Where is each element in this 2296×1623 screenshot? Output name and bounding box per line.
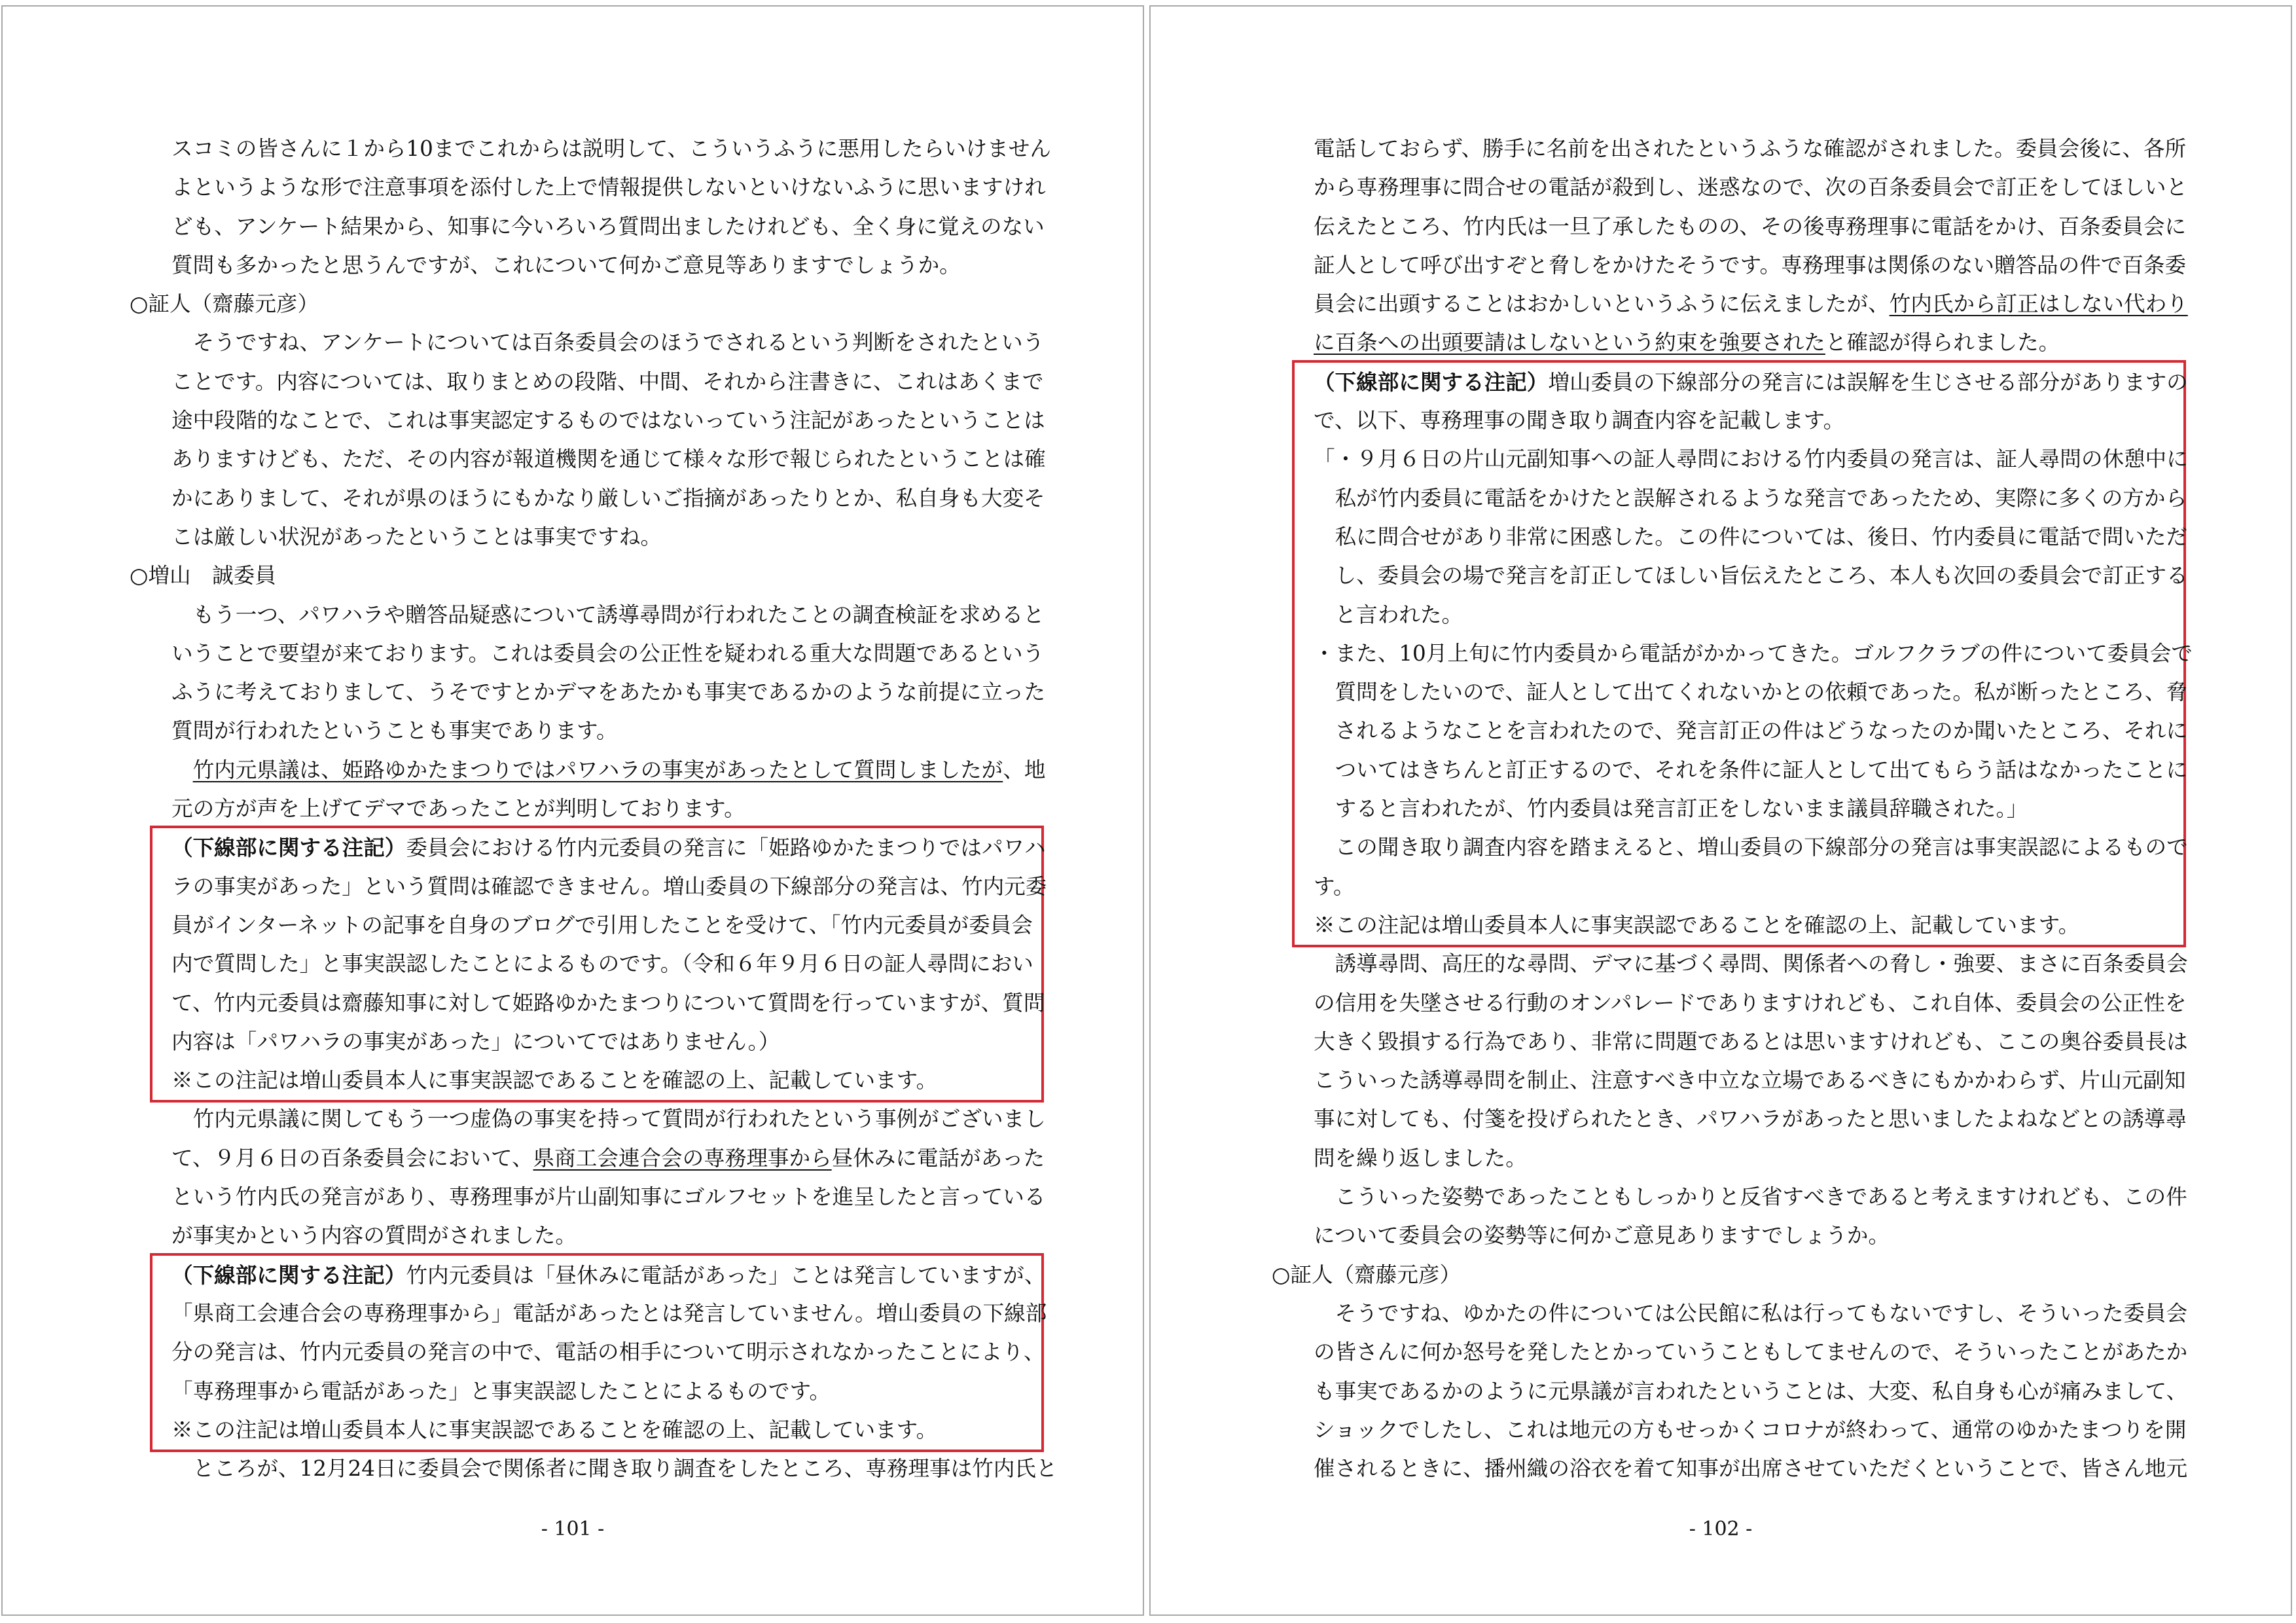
note-heading: （下線部に関する注記） — [1314, 369, 1549, 395]
text-line — [1314, 1450, 2188, 1488]
text-segment: て、９月６日の百条委員会において、 — [171, 1145, 533, 1171]
text-line — [1314, 556, 2188, 595]
text-line — [171, 1256, 1046, 1294]
page-body — [130, 130, 1058, 1488]
text-segment: ついてはきちんと訂正するので、それを条件に証人として出てもらう話はなかったことに — [1314, 757, 2188, 782]
page-102 — [1149, 5, 2292, 1616]
text-line — [171, 440, 1046, 479]
text-line — [171, 1139, 1045, 1178]
text-segment: 問を繰り返しました。 — [1314, 1145, 1527, 1171]
text-segment: ○証人（齋藤元彦） — [130, 291, 319, 317]
text-segment: と確認が得られました。 — [1825, 330, 2060, 356]
note-heading: （下線部に関する注記） — [171, 835, 406, 861]
text-line — [1314, 323, 2168, 362]
text-segment: 竹内元県議に関してもう一つ虚偽の事実を持って質問が行われたという事例がございまし — [171, 1106, 1046, 1132]
text-segment: 、地 — [1003, 757, 1046, 782]
underlined-text: に百条への出頭要請はしないという約束を強要された — [1314, 330, 1825, 356]
text-segment: こういった姿勢であったこともしっかりと反省すべきであると考えますけれども、この件 — [1314, 1184, 2187, 1210]
text-segment: 「専務理事から電話があった」と事実誤認したことによるものです。 — [171, 1378, 831, 1404]
text-segment: 誘導尋問、高圧的な尋問、デマに基づく尋問、関係者への脅し・強要、まさに百条委員会 — [1314, 951, 2188, 977]
text-segment: 「県商工会連合会の専務理事から」電話があったとは発言していません。増山委員の下線部 — [171, 1300, 1047, 1326]
text-segment: すると言われたが、竹内委員は発言訂正をしないまま議員辞職された。」 — [1314, 796, 2028, 822]
text-line — [1314, 634, 2193, 673]
speaker-label — [130, 285, 1026, 323]
text-line — [1314, 1411, 2187, 1450]
text-line — [1314, 984, 2187, 1023]
text-segment: 伝えたところ、竹内氏は一旦了承したものの、その後専務理事に電話をかけ、百条委員会に — [1314, 213, 2187, 239]
text-segment: そうですね、ゆかたの件については公民館に私は行ってもないですし、そういった委員会 — [1314, 1300, 2188, 1326]
text-line — [171, 363, 1044, 401]
text-line — [171, 945, 1033, 983]
text-line — [171, 984, 1045, 1023]
text-line — [130, 285, 1026, 323]
text-line — [1314, 285, 2188, 323]
underlined-text: 竹内氏から訂正はしない代わり — [1889, 291, 2188, 317]
page-body — [1272, 130, 2193, 1488]
text-segment: されるようなことを言われたので、発言訂正の件はどうなったのか聞いたところ、それに — [1314, 718, 2188, 744]
text-line — [1314, 130, 2187, 168]
text-line — [171, 751, 1046, 790]
text-line — [171, 208, 1045, 246]
text-segment — [171, 757, 193, 782]
text-line — [1314, 906, 2168, 945]
text-line — [171, 790, 1026, 828]
text-segment: 私が竹内委員に電話をかけたと誤解されるような発言であったため、実際に多くの方から — [1314, 485, 2187, 511]
text-segment: 電話しておらず、勝手に名前を出されたというふうな確認がされました。委員会後に、各所 — [1314, 136, 2187, 161]
annotation-note-box — [150, 826, 1047, 1103]
text-segment: ○増山 誠委員 — [130, 563, 276, 589]
text-line — [171, 1450, 1058, 1488]
text-segment: スコミの皆さんに１から10までこれからは説明して、こういうふうに悪用したらいけません — [171, 136, 1051, 161]
text-line — [171, 246, 1026, 285]
text-line — [1314, 751, 2188, 790]
text-segment: こういった誘導尋問を制止、注意すべき中立な立場であるべきにもかかわらず、片山元副知 — [1314, 1068, 2186, 1093]
text-segment: の信用を失墜させる行動のオンパレードでありますけれども、これ自体、委員会の公正性を — [1314, 990, 2187, 1015]
text-line — [171, 130, 1051, 168]
text-segment: が事実かという内容の質問がされました。 — [171, 1223, 577, 1249]
text-segment: 昼休みに電話があった — [831, 1145, 1045, 1171]
text-segment: ありますけども、ただ、その内容が報道機関を通じて様々な形で報じられたということは確 — [171, 447, 1046, 472]
text-segment: ラの事実があった」という質問は確認できません。増山委員の下線部分の発言は、竹内元委 — [171, 873, 1047, 899]
text-segment: 員がインターネットの記事を自身のブログで引用したことを受けて、「竹内元委員が委員会 — [171, 912, 1033, 938]
text-segment: ところが、12月24日に委員会で関係者に聞き取り調査をしたところ、専務理事は竹内氏と — [171, 1456, 1058, 1482]
text-segment: 内で質問した」と事実誤認したことによるものです。（令和６年９月６日の証人尋問におい — [171, 951, 1033, 977]
paragraph — [1314, 945, 2188, 1255]
text-segment: 竹内元委員は「昼休みに電話があった」ことは発言していますが、 — [406, 1262, 1046, 1288]
text-segment: いうことで要望が来ております。これは委員会の公正性を疑われる重大な問題であるという — [171, 640, 1045, 666]
text-segment: 員会に出頭することはおかしいというふうに伝えましたが、 — [1314, 291, 1890, 317]
text-line — [1314, 1333, 2188, 1372]
paragraph — [171, 130, 1051, 285]
text-line — [1314, 401, 2168, 440]
text-segment: 質問も多かったと思うんですが、これについて何かご意見等ありますでしょうか。 — [171, 252, 961, 278]
text-segment: について委員会の姿勢等に何かご意見ありますでしょうか。 — [1314, 1223, 1890, 1249]
text-line — [1314, 673, 2187, 712]
text-line — [171, 479, 1045, 518]
annotation-note-box — [1292, 360, 2193, 947]
text-line — [171, 1333, 1045, 1372]
text-line — [1314, 596, 2168, 634]
text-line — [171, 1216, 1026, 1255]
page-number: - 102 - — [1689, 1518, 1753, 1541]
text-line — [171, 518, 1026, 556]
text-line — [171, 1372, 1026, 1411]
text-segment: 催されるときに、播州織の浴衣を着て知事が出席させていただくということで、皆さん地元 — [1314, 1456, 2188, 1482]
text-line — [1314, 246, 2187, 285]
text-segment: ショックでしたし、これは地元の方もせっかくコロナが終わって、通常のゆかたまつりを開 — [1314, 1417, 2187, 1442]
text-segment: 委員会における竹内元委員の発言に「姫路ゆかたまつりではパワハ — [406, 835, 1046, 861]
text-segment: 私に問合せがあり非常に困惑した。この件については、後日、竹内委員に電話で問いただ — [1314, 524, 2188, 549]
underlined-text: 竹内元県議は、姫路ゆかたまつりではパワハラの事実があったとして質問しましたが — [192, 757, 1003, 782]
text-segment: ○証人（齋藤元彦） — [1272, 1262, 1462, 1287]
text-segment: かにありまして、それが県のほうにもかなり厳しいご指摘があったりとか、私自身も大変そ — [171, 485, 1045, 511]
text-segment: と言われた。 — [1314, 602, 1463, 627]
text-line — [1314, 208, 2187, 246]
text-segment: 質問が行われたということも事実であります。 — [171, 718, 618, 744]
annotation-note-box — [150, 1253, 1047, 1452]
text-segment: ※この注記は増山委員本人に事実誤認であることを確認の上、記載しています。 — [171, 1068, 938, 1093]
speaker-label — [130, 556, 1026, 595]
text-line — [171, 673, 1046, 712]
note-heading: （下線部に関する注記） — [171, 1262, 406, 1288]
text-segment: 「・９月６日の片山元副知事への証人尋問における竹内委員の発言は、証人尋問の休憩中に — [1314, 447, 2188, 472]
text-segment: し、委員会の場で発言を訂正してほしい旨伝えたところ、本人も次回の委員会で訂正する — [1314, 563, 2188, 589]
text-line — [1314, 440, 2188, 479]
paragraph — [1314, 130, 2188, 363]
text-segment: ふうに考えておりまして、うそですとかデマをあたかも事実であるかのような前提に立った — [171, 680, 1046, 705]
text-segment: も事実であるかのように元県議が言われたということは、大変、私自身も心が痛みまして、 — [1314, 1378, 2188, 1404]
text-line — [1314, 867, 2168, 906]
text-segment: 大きく毀損する行為であり、非常に問題であるとは思いますけれども、ここの奥谷委員長は — [1314, 1029, 2188, 1054]
text-segment: て、竹内元委員は齋藤知事に対して姫路ゆかたまつりについて質問を行っていますが、質問 — [171, 990, 1045, 1015]
text-line — [1314, 790, 2168, 828]
text-line — [1314, 1023, 2188, 1061]
text-segment: という竹内氏の発言があり、専務理事が片山副知事にゴルフセットを進呈したと言っている — [171, 1184, 1046, 1210]
underlined-text: 県商工会連合会の専務理事から — [533, 1145, 832, 1171]
text-segment: で、以下、専務理事の聞き取り調査内容を記載します。 — [1314, 408, 1845, 433]
text-line — [171, 323, 1045, 362]
page-number: - 101 - — [541, 1518, 605, 1541]
text-segment: ※この注記は増山委員本人に事実誤認であることを確認の上、記載しています。 — [171, 1417, 938, 1442]
text-line — [1314, 712, 2188, 750]
text-segment: 証人として呼び出すぞと脅しをかけたそうです。専務理事は関係のない贈答品の件で百条委 — [1314, 252, 2187, 278]
text-line — [1314, 1139, 2168, 1178]
paragraph — [171, 1100, 1046, 1255]
text-segment: そうですね、アンケートについては百条委員会のほうでされるという判断をされたという — [171, 330, 1045, 356]
text-segment: 事に対しても、付箋を投げられたとき、パワハラがあったと思いましたよねなどとの誘導尋 — [1314, 1106, 2187, 1132]
text-line — [171, 401, 1045, 440]
text-segment: 途中段階的なことで、これは事実認定するものではないっていう注記があったということは — [171, 408, 1045, 433]
text-line — [1314, 168, 2188, 207]
text-segment: ども、アンケート結果から、知事に今いろいろ質問出ましたけれども、全く身に覚えのない — [171, 213, 1045, 239]
text-line — [1314, 828, 2188, 867]
text-line — [1314, 1061, 2186, 1100]
text-segment: 増山委員の下線部分の発言には誤解を生じさせる部分がありますの — [1548, 369, 2188, 395]
text-line — [1314, 1100, 2187, 1139]
text-line — [171, 1411, 1026, 1450]
text-segment: ことです。内容については、取りまとめの段階、中間、それから注書きに、これはあくまで — [171, 369, 1044, 394]
text-line — [171, 634, 1045, 673]
text-line — [171, 168, 1046, 207]
text-segment: の皆さんに何か怒号を発したとかっていうこともしてませんので、そういったことがあたか — [1314, 1340, 2188, 1365]
text-segment: す。 — [1314, 873, 1355, 899]
text-segment: 内容は「パワハラの事実があった」についてではありません。） — [171, 1029, 780, 1054]
text-line — [171, 1294, 1047, 1333]
text-line — [1314, 1178, 2187, 1216]
text-line — [1314, 1372, 2188, 1411]
text-line — [171, 867, 1047, 906]
text-line — [171, 1100, 1046, 1139]
paragraph — [171, 596, 1046, 829]
text-segment: ・また、10月上旬に竹内委員から電話がかかってきた。ゴルフクラブの件について委員会で — [1314, 640, 2193, 666]
text-line — [1314, 479, 2187, 518]
speaker-label — [1272, 1256, 2168, 1294]
text-segment: から専務理事に問合せの電話が殺到し、迷惑なので、次の百条委員会で訂正をしてほしいと — [1314, 175, 2188, 200]
text-segment: こは厳しい状況があったということは事実ですね。 — [171, 524, 662, 549]
text-line — [171, 1023, 1026, 1061]
page-101 — [1, 5, 1144, 1616]
text-segment: もう一つ、パワハラや贈答品疑惑について誘導尋問が行われたことの調査検証を求めると — [171, 602, 1045, 627]
text-line — [130, 556, 1026, 595]
text-line — [1314, 518, 2188, 556]
paragraph — [171, 323, 1046, 556]
text-line — [171, 828, 1046, 867]
text-line — [171, 906, 1033, 945]
text-line — [1314, 363, 2188, 401]
text-segment: 元の方が声を上げてデマであったことが判明しております。 — [171, 796, 745, 822]
text-segment: 分の発言は、竹内元委員の発言の中で、電話の相手について明示されなかったことにより、 — [171, 1340, 1045, 1365]
text-line — [1272, 1256, 2168, 1294]
text-line — [171, 1178, 1046, 1216]
text-line — [1314, 1294, 2188, 1333]
paragraph — [1314, 1294, 2188, 1488]
text-segment: ※この注記は増山委員本人に事実誤認であることを確認の上、記載しています。 — [1314, 912, 2080, 938]
text-line — [171, 1061, 1026, 1100]
text-line — [1314, 1216, 2168, 1255]
text-segment: この聞き取り調査内容を踏まえると、増山委員の下線部分の発言は事実誤認によるもので — [1314, 835, 2188, 860]
text-segment: 質問をしたいので、証人として出てくれないかとの依頼であった。私が断ったところ、脅 — [1314, 680, 2187, 705]
text-line — [1314, 945, 2188, 983]
text-line — [171, 596, 1045, 634]
text-line — [171, 712, 1026, 750]
text-segment: よというような形で注意事項を添付した上で情報提供しないといけないふうに思いますけれ — [171, 175, 1046, 200]
paragraph — [171, 1450, 1058, 1488]
